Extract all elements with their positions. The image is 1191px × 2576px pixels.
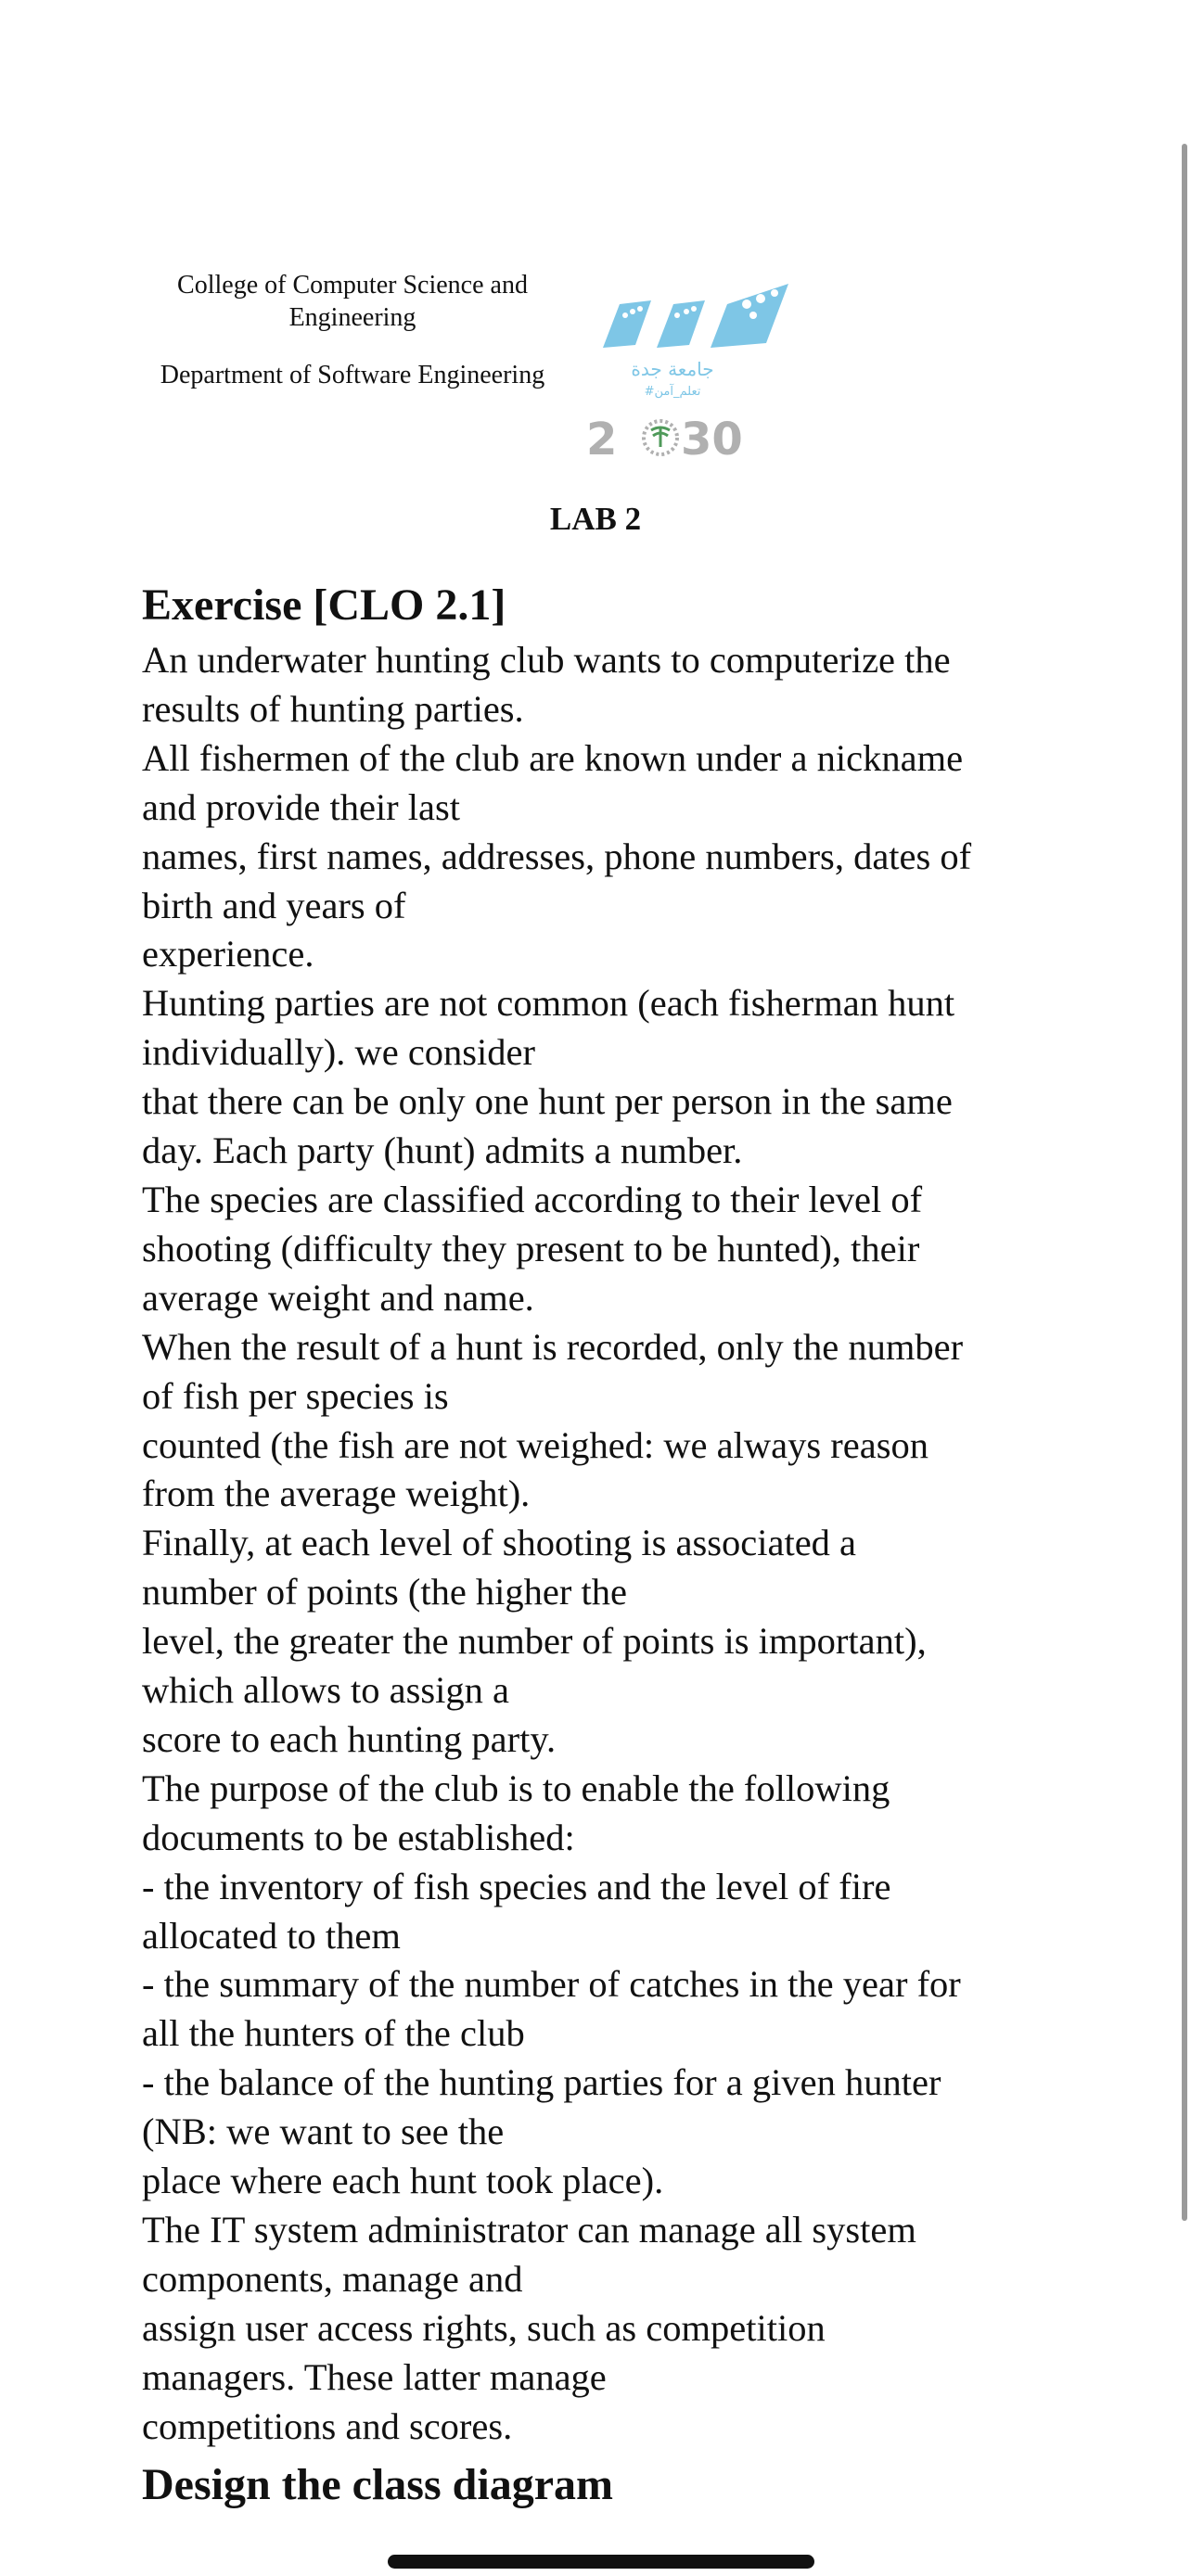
vertical-scrollbar[interactable] [1182, 144, 1187, 2221]
text-line: - the summary of the number of catches in the year for [142, 1963, 961, 2006]
task-heading: Design the class diagram [142, 2459, 613, 2509]
text-line: All fishermen of the club are known under a nickname [142, 736, 964, 779]
text-line: Hunting parties are not common (each fisherman hunt [142, 982, 955, 1025]
text-line: The purpose of the club is to enable the following [142, 1766, 890, 1809]
text-line: names, first names, addresses, phone numbers, dates of [142, 835, 972, 877]
text-line: all the hunters of the club [142, 2012, 525, 2055]
exercise-content [142, 577, 1079, 2513]
lab-title: LAB 2 [549, 501, 642, 537]
text-line: day. Each party (hunt) admits a number. [142, 1129, 743, 1172]
logo-vision-30: 30 [681, 414, 743, 464]
text-line: competitions and scores. [142, 2404, 513, 2447]
logo-arabic-name: جامعة جدة [631, 358, 714, 380]
text-line: shooting (difficulty they present to be hunted), their [142, 1227, 920, 1269]
text-line: birth and years of [142, 884, 406, 926]
text-line: experience. [142, 933, 314, 976]
text-line: allocated to them [142, 1914, 401, 1957]
text-line: place where each hunt took place). [142, 2160, 664, 2202]
text-line: The species are classified according to their level of [142, 1178, 923, 1220]
university-logo [584, 278, 798, 464]
text-line: individually). we consider [142, 1031, 536, 1074]
text-line: - the balance of the hunting parties for a given hunter [142, 2061, 941, 2104]
text-line: The IT system administrator can manage all system [142, 2209, 916, 2251]
text-line: number of points (the higher the [142, 1571, 627, 1613]
text-line: - the inventory of fish species and the level of fire [142, 1865, 891, 1907]
university-logo-graphic [584, 278, 798, 464]
text-line: (NB: we want to see the [142, 2111, 505, 2153]
text-line: When the result of a hunt is recorded, only the number [142, 1325, 964, 1368]
text-line: An underwater hunting club wants to computerize the [142, 639, 951, 681]
logo-hashtag: #تعلم_آمن [644, 385, 701, 399]
text-line: score to each hunting party. [142, 1717, 557, 1760]
text-line: that there can be only one hunt per person in the same [142, 1080, 953, 1123]
text-line: results of hunting parties. [142, 687, 524, 730]
text-line: which allows to assign a [142, 1669, 509, 1712]
text-line: average weight and name. [142, 1276, 534, 1319]
text-line: counted (the fish are not weighed: we always reason [142, 1423, 928, 1466]
text-line: documents to be established: [142, 1816, 575, 1858]
text-line: and provide their last [142, 785, 461, 828]
logo-vision-2: 2 [586, 414, 618, 464]
text-line: from the average weight). [142, 1473, 531, 1515]
institution-header [139, 269, 566, 391]
department-name: Department of Software Engineering [160, 361, 545, 389]
home-indicator[interactable] [388, 2555, 814, 2569]
exercise-body [142, 636, 1079, 2452]
text-line: of fish per species is [142, 1374, 449, 1417]
palm-emblem-icon [644, 421, 677, 454]
exercise-heading: Exercise [CLO 2.1] [142, 580, 506, 630]
text-line: managers. These latter manage [142, 2355, 607, 2398]
text-line: Finally, at each level of shooting is associated a [142, 1522, 857, 1564]
text-line: assign user access rights, such as competition [142, 2306, 826, 2349]
text-line: level, the greater the number of points is important), [142, 1620, 927, 1663]
text-line: components, manage and [142, 2257, 523, 2300]
college-name: College of Computer Science and Engineering [177, 271, 528, 332]
